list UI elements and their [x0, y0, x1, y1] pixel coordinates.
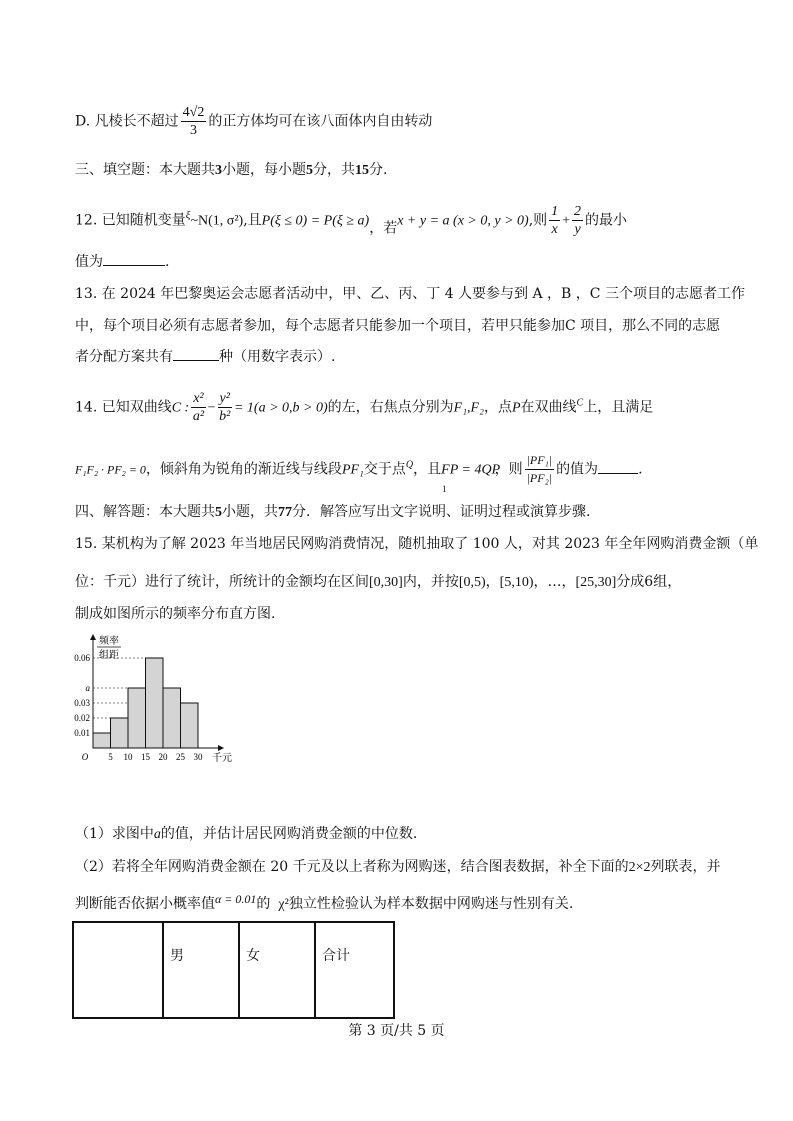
table-row [73, 922, 394, 1018]
y-axis-arrow [90, 634, 96, 640]
x-axis-arrow [218, 745, 224, 751]
table-header-total: 合计 [315, 922, 394, 1018]
question-15-part-1: （1）求图中a的值，并估计居民网购消费金额的中位数. [75, 826, 418, 842]
fraction-y2-over-b2: $\frac{\text{y²}}{\text{b²}}$ [219, 391, 231, 424]
x-tick-label: 30 [193, 752, 203, 762]
question-15-line-3: 制成如图所示的频率分布直方图. [75, 606, 276, 622]
x-tick-label: 10 [123, 752, 133, 762]
histogram-bar [181, 703, 199, 748]
fraction-1-over-x: $\frac{1}{x}$ [551, 204, 559, 237]
question-15-part-2-line-2: 判断能否依据小概率值α = 0.01的 χ²独立性检验认为样本数据中网购迷与性别有关. [75, 892, 574, 912]
y-axis-label-denominator: 组距 [99, 650, 119, 661]
section-4-heading: 四、解答题：本大题共5小题，共77分．解答应写出文字说明、证明过程或演算步骤. [75, 504, 591, 520]
y-tick-label: 0.06 [74, 653, 90, 663]
question-13-line-2: 中，每个项目必须有志愿者参加，每个志愿者只能参加一个项目，若甲只能参加C 项目，那么不同的志愿 [75, 318, 721, 334]
contingency-table [72, 921, 395, 1019]
fraction-4sqrt2-over-3: $\frac{4√2}{3}$ [182, 105, 205, 138]
histogram-bar [111, 718, 129, 748]
fraction-2-over-y: $\frac{2}{y}$ [574, 204, 582, 237]
question-13-line-1: 13. 在 2024 年巴黎奥运会志愿者活动中，甲、乙、丙、丁 4 人要参与到 A ，B ，C 三个项目的志愿者工作 [75, 286, 745, 302]
answer-blank-12[interactable] [103, 265, 165, 266]
page-footer: 第 3 页/共 5 页 [348, 1023, 445, 1039]
y-tick-label: 0.02 [74, 713, 90, 723]
histogram-bar [93, 733, 111, 748]
x-tick-label: 5 [108, 752, 113, 762]
question-12-line-2: 值为 . [75, 254, 170, 270]
question-12-line-1: 12. 已知随机变量$^\xi$~N(1, σ²),且P(ξ ≤ 0) = P(ξ ≥ a)，若x + y = a (x > 0, y > 0),则 $\frac{1}{x}$ + $\frac{2}{y}$ 的最小 [75, 204, 628, 237]
frequency-histogram [68, 632, 248, 768]
fraction-pf1-over-pf2: $\frac{\text{|PF₁|}}{\text{|PF₂|}}$ [526, 453, 553, 485]
table-header-female: 女 [239, 922, 315, 1018]
question-13-line-3: 者分配方案共有 种（用数字表示）. [75, 349, 336, 365]
y-tick-label: 0.03 [74, 698, 90, 708]
y-tick-label: a [85, 683, 90, 693]
option-d: D. 凡棱长不超过 $\frac{4√2}{3}$ 的正方体均可在该八面体内自由转动 [75, 105, 433, 138]
x-axis-label: 千元 [212, 753, 232, 764]
question-14-line-2: F₁F₂ · PF₂ = 0，倾斜角为锐角的渐近线与线段PF₁交于点$^Q$，且FP = $4QP_1$，则 $\frac{\text{|PF₁|}}{\text{|PF₂|}}$ 的值为 . [75, 453, 643, 494]
answer-blank-14[interactable] [598, 473, 638, 474]
question-15-part-2-line-1: （2）若将全年网购消费金额在 20 千元及以上者称为网购迷，结合图表数据，补全下面的2×2列联表，并 [75, 859, 721, 875]
y-tick-label: 0.01 [74, 728, 90, 738]
answer-blank-13[interactable] [173, 360, 219, 361]
table-header-male: 男 [163, 922, 239, 1018]
fraction-x2-over-a2: $\frac{\text{x²}}{\text{a²}}$ [192, 391, 205, 424]
section-3-heading: 三、填空题：本大题共3小题，每小题5分，共15分. [75, 162, 388, 178]
x-tick-label: 25 [176, 752, 185, 762]
histogram-bar [128, 688, 146, 748]
histogram-bar [146, 658, 164, 748]
x-tick-label: 15 [141, 752, 150, 762]
table-cell-empty [73, 922, 163, 1018]
y-axis-label-numerator: 频率 [99, 636, 119, 647]
question-14-line-1: 14. 已知双曲线C : $\frac{\text{x²}}{\text{a²}}$ − $\frac{\text{y²}}{\text{b²}}$ = 1(a > 0,b > 0)的左，右焦点分别为F₁,F₂，点P在双曲线$^C$上，且满足 [75, 391, 654, 424]
origin-label: O [81, 752, 89, 762]
question-15-line-2: 位：千元）进行了统计，所统计的金额均在区间[0,30]内，并按[0,5)，[5,10)，…，[25,30]分成6组， [75, 574, 682, 590]
question-15-line-1: 15. 某机构为了解 2023 年当地居民网购消费情况，随机抽取了 100 人，对其 2023 年全年网购消费金额（单 [75, 536, 759, 552]
x-tick-label: 20 [158, 752, 168, 762]
histogram-bar [163, 688, 181, 748]
